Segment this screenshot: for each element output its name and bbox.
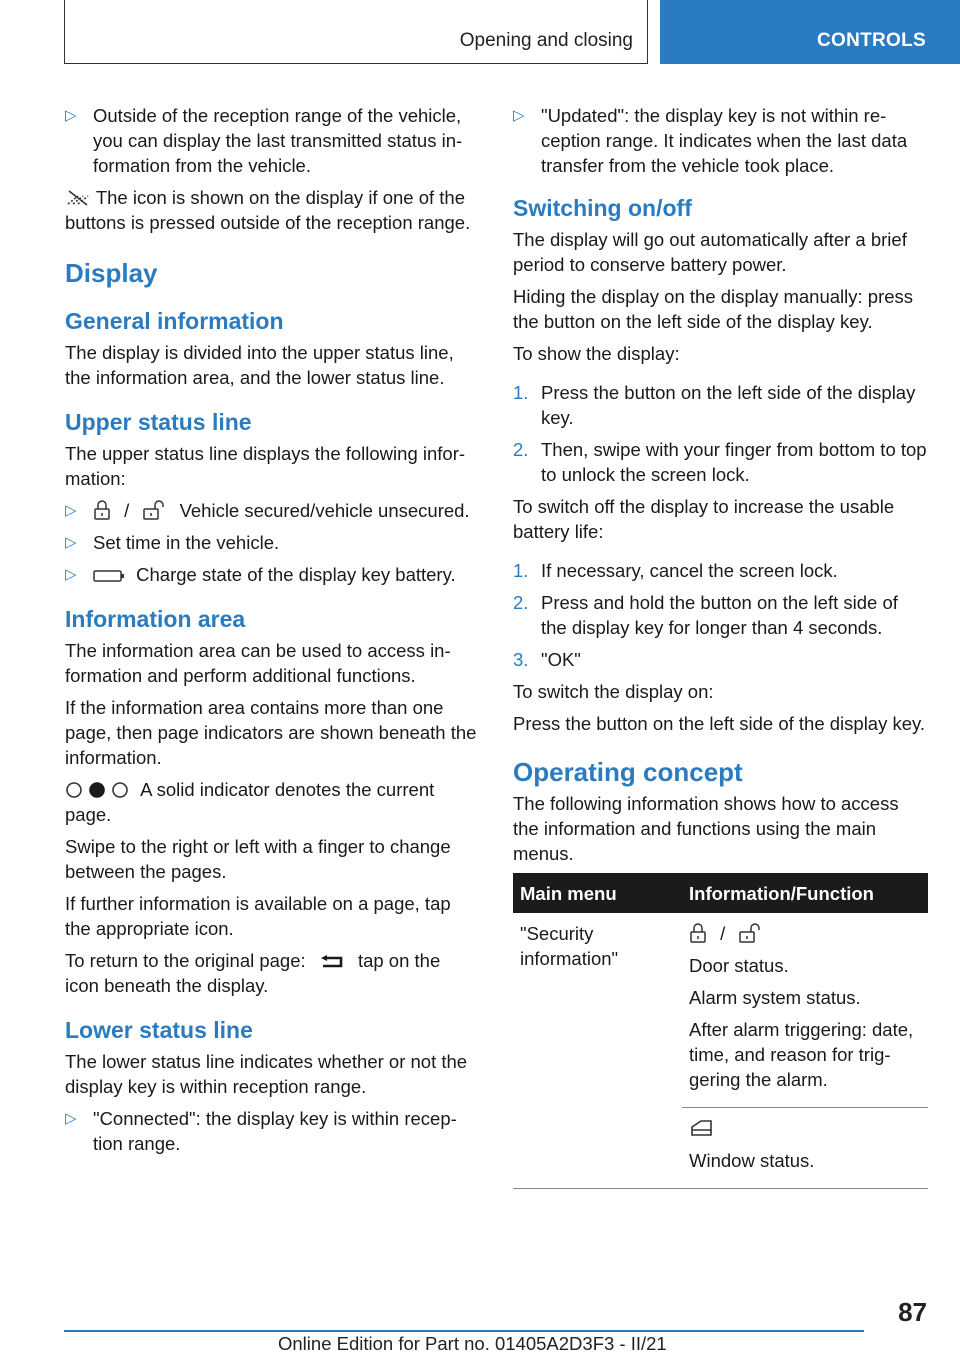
list-item: ▷ Set time in the vehicle.: [65, 532, 280, 553]
paragraph: The display will go out automatically after a brief period to conserve battery power.: [513, 229, 907, 275]
return-arrow-icon: [319, 954, 345, 970]
paragraph: Swipe to the right or left with a finger to change between the pages.: [65, 836, 451, 882]
paragraph: If the information area contains more than one page, then page indicators are shown beneath the information.: [65, 697, 477, 768]
right-column: [513, 103, 928, 1189]
triangle-bullet-icon: ▷: [513, 107, 525, 124]
chapter-title: CONTROLS: [816, 30, 926, 51]
triangle-bullet-icon: ▷: [65, 107, 77, 124]
list-item: ▷ "Connected": the display key is within reception range.: [65, 1108, 457, 1154]
section-title: Opening and closing: [459, 30, 633, 51]
slash-separator: /: [720, 923, 726, 944]
chapter-tab: [660, 0, 960, 64]
list-item: ▷ "Updated": the display key is not within reception range. It indicates when the last data transfer from the vehicle took place.: [513, 105, 908, 176]
paragraph: To switch the display on:: [513, 681, 714, 702]
footer-divider: [64, 1330, 864, 1332]
paragraph: To show the display:: [513, 343, 680, 364]
car-window-icon: [689, 1118, 715, 1138]
no-signal-icon: [65, 189, 91, 207]
numbered-step: 1. Press the button on the left side of the display key.: [513, 382, 916, 428]
left-column: [65, 103, 478, 1163]
list-item: ▷ Charge state of the display key battery.: [65, 564, 456, 585]
numbered-step: 3. "OK": [513, 649, 581, 670]
numbered-step: 2. Press and hold the button on the left side of the display key for longer than 4 seconds.: [513, 592, 898, 638]
heading-upper-status-line: Upper status line: [65, 409, 252, 435]
list-item: ▷ / Vehicle secured/vehicle unsecured.: [65, 500, 470, 521]
lock-closed-icon: [689, 923, 707, 943]
heading-lower-status-line: Lower status line: [65, 1017, 253, 1043]
paragraph: The upper status line displays the following information:: [65, 443, 466, 489]
paragraph: The information area can be used to access information and perform additional functions.: [65, 640, 451, 686]
paragraph: If further information is available on a page, tap the appropriate icon.: [65, 893, 451, 939]
table-cell-menu: "Security information": [513, 913, 682, 1189]
page-indicator-icon: [65, 781, 129, 799]
heading-display: Display: [65, 258, 158, 288]
paragraph: A solid indicator denotes the current page.: [65, 779, 435, 825]
lock-open-icon: [142, 500, 166, 520]
main-menu-table: [513, 873, 928, 1189]
table-header-information-function: Information/Function: [682, 873, 928, 913]
running-header-box: [64, 0, 648, 64]
heading-switching-on-off: Switching on/off: [513, 195, 692, 221]
icon-note: The icon is shown on the display if one of the buttons is pressed outside of the reception range.: [65, 187, 471, 233]
table-cell-info: / Door status. Alarm system status. After alarm triggering: date, time, and reason for triggering the alarm.: [682, 913, 928, 1108]
triangle-bullet-icon: ▷: [65, 1110, 77, 1127]
paragraph: The display is divided into the upper status line, the information area, and the lower status line.: [65, 342, 454, 388]
paragraph: To return to the original page: tap on the icon beneath the display.: [65, 950, 441, 996]
page-number: 87: [898, 1297, 927, 1327]
heading-information-area: Information area: [65, 606, 246, 632]
paragraph: Hiding the display on the display manually: press the button on the left side of the display key.: [513, 286, 914, 332]
numbered-step: 1. If necessary, cancel the screen lock.: [513, 560, 838, 581]
lock-closed-icon: [93, 500, 111, 520]
edition-note: Online Edition for Part no. 01405A2D3F3 - II/21: [278, 1333, 667, 1354]
battery-icon: [93, 568, 125, 584]
heading-general-information: General information: [65, 308, 284, 334]
triangle-bullet-icon: ▷: [65, 566, 77, 583]
paragraph: Press the button on the left side of the display key.: [513, 713, 926, 734]
table-header-main-menu: Main menu: [513, 873, 682, 913]
triangle-bullet-icon: ▷: [65, 534, 77, 551]
lock-open-icon: [738, 923, 762, 943]
triangle-bullet-icon: ▷: [65, 502, 77, 519]
paragraph: The following information shows how to access the information and functions using the main menus.: [513, 793, 899, 864]
slash-separator: /: [124, 500, 130, 521]
numbered-step: 2. Then, swipe with your finger from bottom to top to unlock the screen lock.: [513, 439, 927, 485]
table-cell-info: Window status.: [682, 1108, 928, 1189]
paragraph: To switch off the display to increase the usable battery life:: [513, 496, 895, 542]
paragraph: The lower status line indicates whether or not the display key is within reception range.: [65, 1051, 468, 1097]
list-item: ▷ Outside of the reception range of the vehicle, you can display the last transmitted status information from the vehicle.: [65, 105, 463, 176]
heading-operating-concept: Operating concept: [513, 757, 743, 787]
